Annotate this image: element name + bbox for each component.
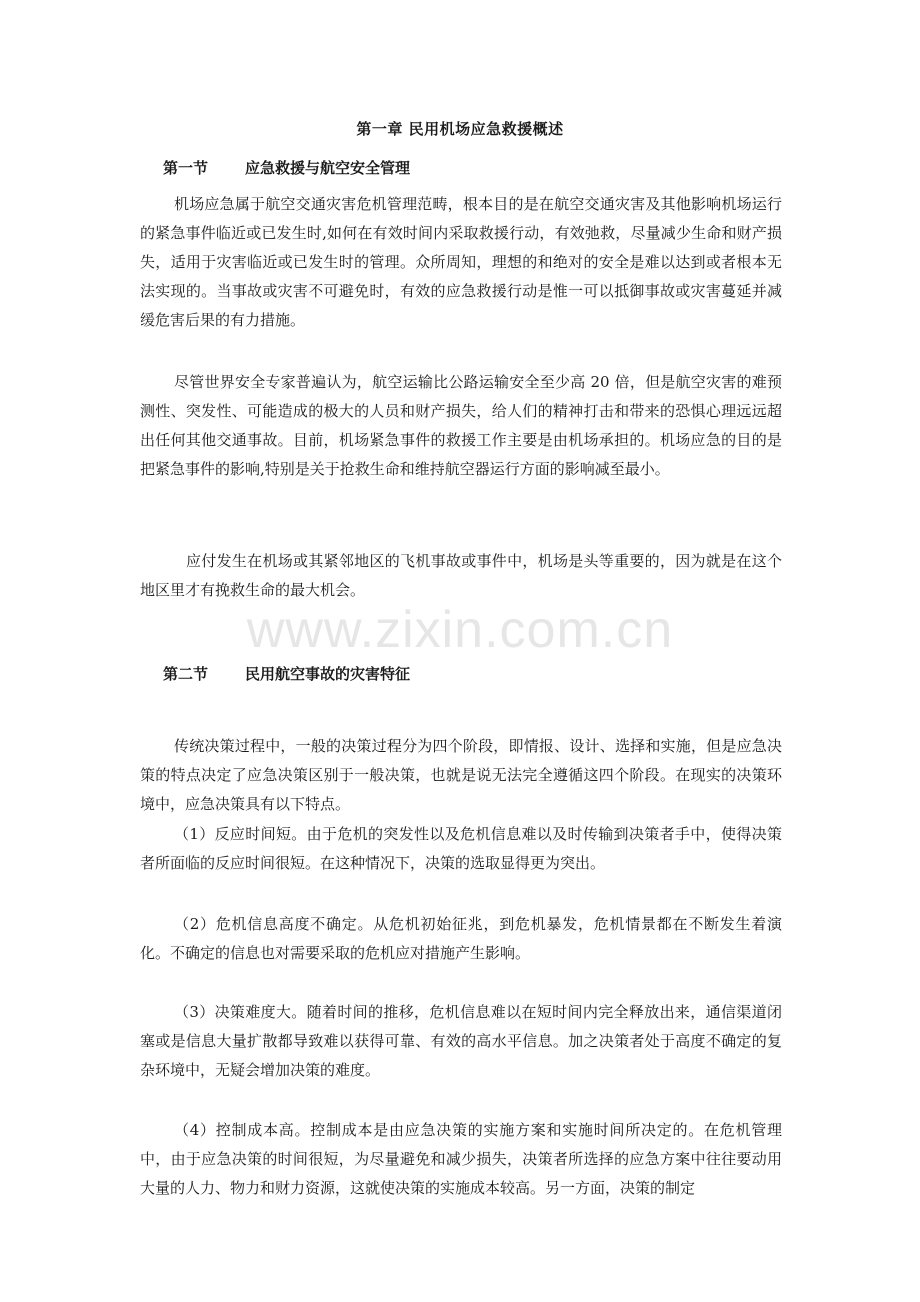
section-2-list-item: （3）决策难度大。随着时间的推移，危机信息难以在短时间内完全释放出来，通信渠道闭塞或是信息大量扩散都导致难以获得可靠、有效的高水平信息。加之决策者处于高度不确定的复杂环境中，无疑会增加决策的难度。 bbox=[140, 1003, 782, 1079]
chapter-title: 第一章 民用机场应急救援概述 bbox=[356, 120, 564, 138]
section-2-paragraph: 传统决策过程中，一般的决策过程分为四个阶段，即情报、设计、选择和实施，但是应急决策的特点决定了应急决策区别于一般决策，也就是说无法完全遵循这四个阶段。在现实的决策环境中，应急决策具有以下特点。 bbox=[140, 737, 782, 813]
section-1-paragraph: 尽管世界安全专家普遍认为，航空运输比公路运输安全至少高 20 倍，但是航空灾害的难预测性、突发性、可能造成的极大的人员和财产损失，给人们的精神打击和带来的恐惧心理远远超出任何其他交通事故。目前，机场紧急事件的救援工作主要是由机场承担的。机场应急的目的是把紧急事件的影响,特别是关于抢救生命和维持航空器运行方面的影响减至最小。 bbox=[140, 373, 782, 478]
section-2-list-item: （1）反应时间短。由于危机的突发性以及危机信息难以及时传输到决策者手中，使得决策者所面临的反应时间很短。在这种情况下，决策的选取显得更为突出。 bbox=[140, 825, 782, 872]
section-1-number: 第一节 bbox=[163, 159, 209, 177]
section-2-list-item: （2）危机信息高度不确定。从危机初始征兆，到危机暴发，危机情景都在不断发生着演化。不确定的信息也对需要采取的危机应对措施产生影响。 bbox=[140, 915, 782, 962]
section-1-paragraph: 应付发生在机场或其紧邻地区的飞机事故或事件中，机场是头等重要的，因为就是在这个地区里才有挽救生命的最大机会。 bbox=[140, 552, 782, 599]
section-2-title: 民用航空事故的灾害特征 bbox=[245, 665, 411, 683]
section-2-number: 第二节 bbox=[163, 665, 209, 683]
section-1-title: 应急救援与航空安全管理 bbox=[245, 159, 411, 177]
watermark: www.zixin.com.cn bbox=[246, 601, 674, 659]
section-1-paragraph: 机场应急属于航空交通灾害危机管理范畴，根本目的是在航空交通灾害及其他影响机场运行的紧急事件临近或已发生时,如何在有效时间内采取救援行动，有效弛救，尽量减少生命和财产损失，适用于灾害临近或已发生时的管理。众所周知，理想的和绝对的安全是难以达到或者根本无法实现的。当事故或灾害不可避免时，有效的应急救援行动是惟一可以抵御事故或灾害蔓延并减缓危害后果的有力措施。 bbox=[140, 195, 782, 329]
section-1-heading bbox=[163, 157, 410, 178]
section-2-heading bbox=[163, 663, 410, 684]
section-2-list-item: （4）控制成本高。控制成本是由应急决策的实施方案和实施时间所决定的。在危机管理中，由于应急决策的时间很短，为尽量避免和减少损失，决策者所选择的应急方案中往往要动用大量的人力、物力和财力资源，这就使决策的实施成本较高。另一方面，决策的制定 bbox=[140, 1121, 782, 1197]
